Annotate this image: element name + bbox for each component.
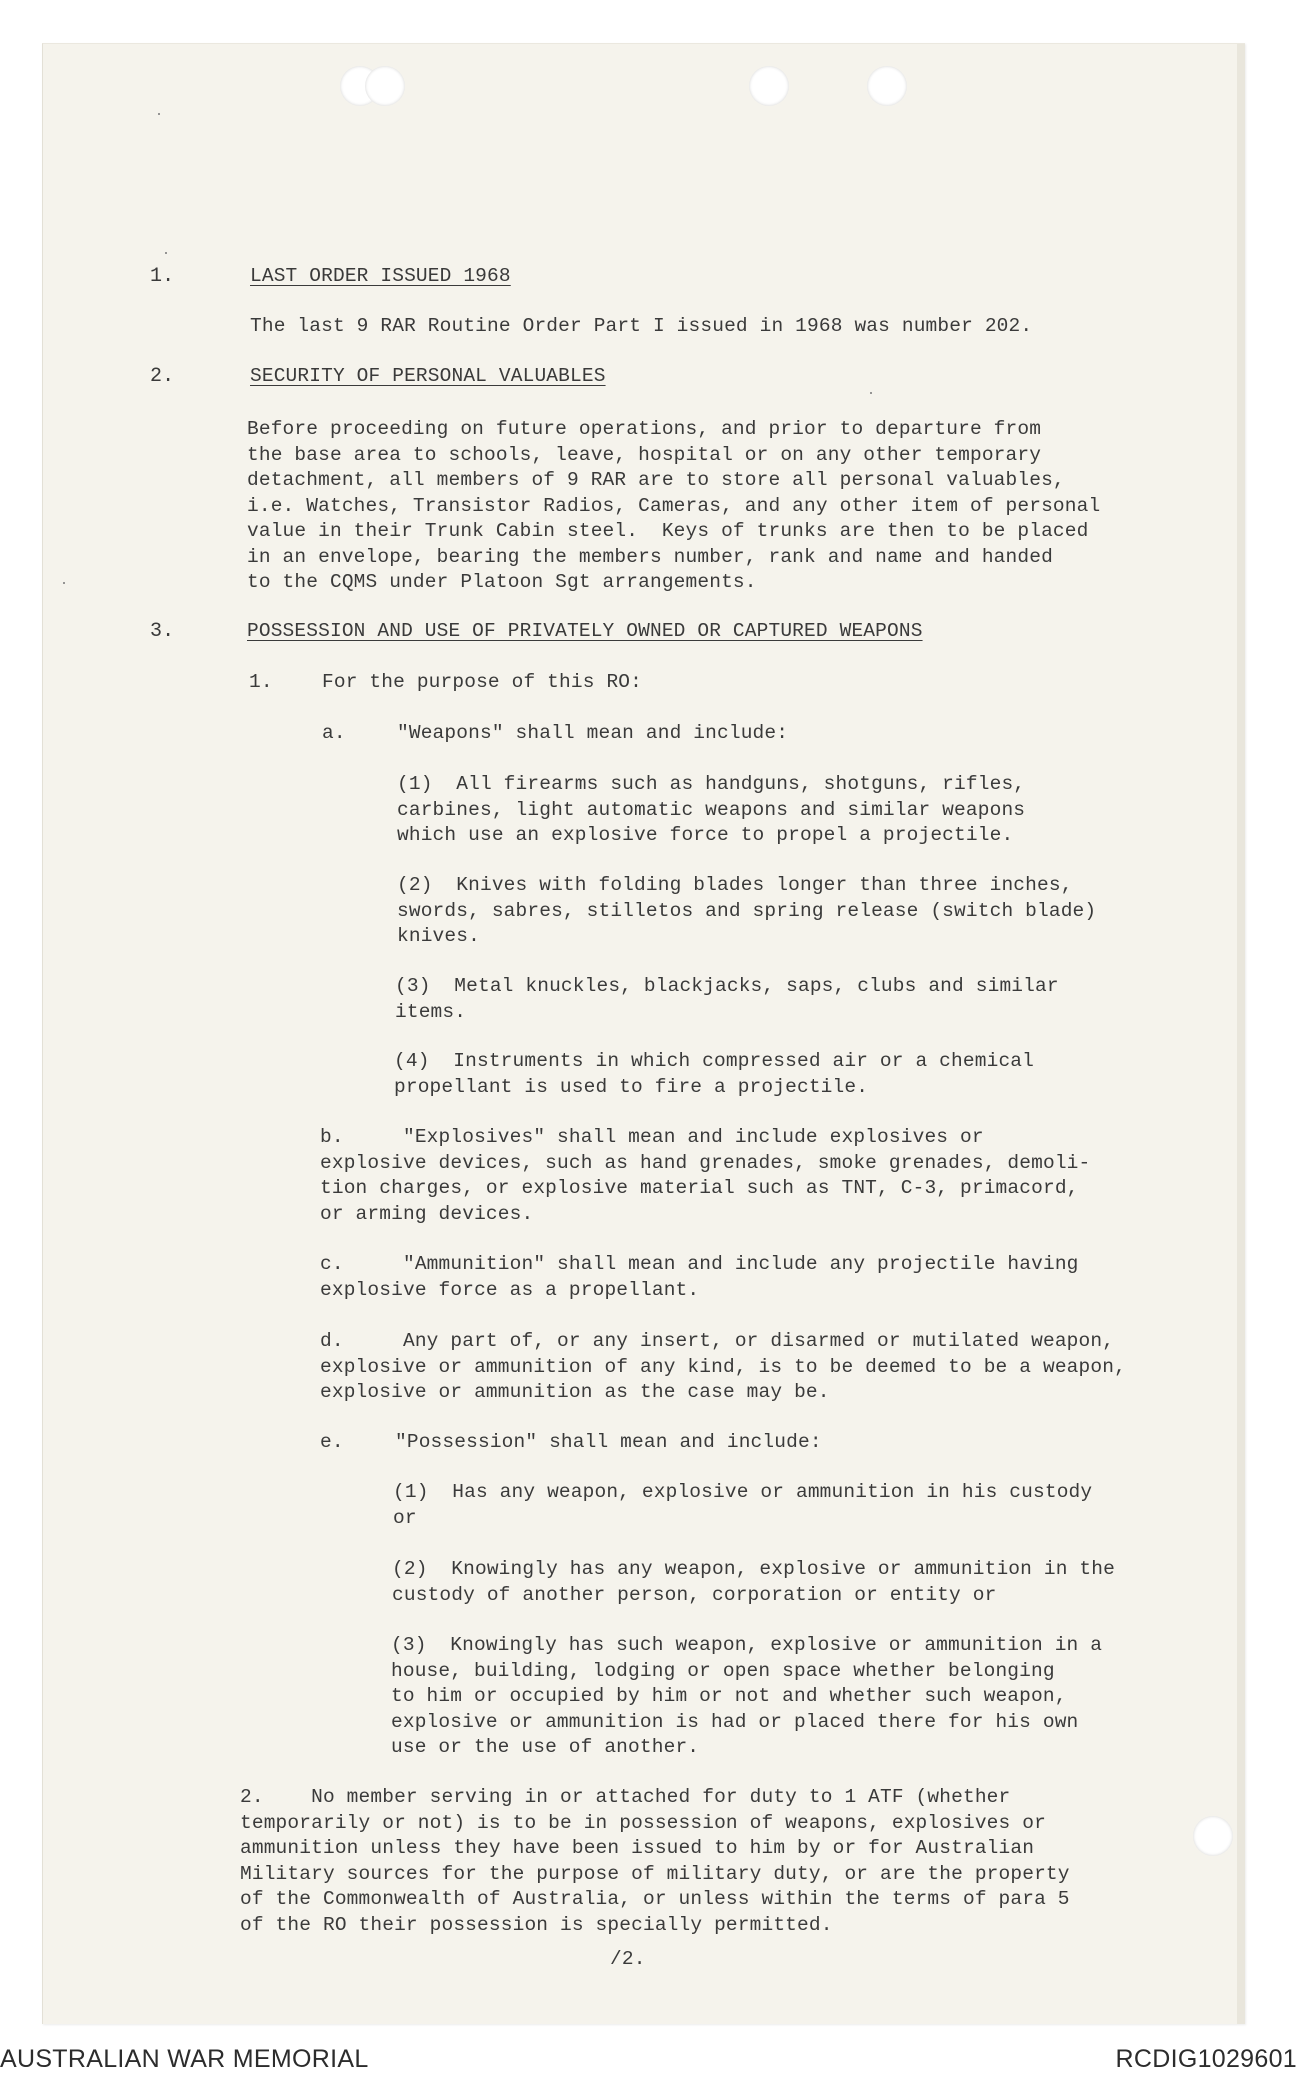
paper-speck	[870, 392, 872, 394]
paper-speck	[165, 252, 167, 254]
sub-e-text: "Possession" shall mean and include:	[395, 1431, 822, 1453]
page-fold-shadow	[1237, 44, 1245, 2024]
weapons-item-2: (2) Knives with folding blades longer than three inches, swords, sabres, stilletos and spring release (switch blade) knives.	[397, 874, 1097, 947]
sub-d-parts: d. Any part of, or any insert, or disarmed or mutilated weapon, explosive or ammunition of any kind, is to be deemed to be a weapon, explosive or ammunition as the case may be.	[320, 1330, 1126, 1403]
punch-hole	[1193, 1816, 1233, 1856]
paper-speck	[63, 582, 65, 584]
possession-item-3: (3) Knowingly has such weapon, explosive or ammunition in a house, building, lodging or open space whether belonging to him or occupied by him or not and whether such weapon, explosive or ammunition is had or placed there for his own use or the use of another.	[391, 1634, 1103, 1758]
section-1-number: 1.	[150, 265, 175, 288]
footer-archive-name: AUSTRALIAN WAR MEMORIAL	[0, 2045, 369, 2073]
para-1-number: 1.	[249, 671, 273, 693]
weapons-item-1: (1) All firearms such as handguns, shotguns, rifles, carbines, light automatic weapons and similar weapons which use an explosive force to propel a projectile.	[397, 773, 1026, 846]
punch-hole	[867, 66, 907, 106]
possession-item-2: (2) Knowingly has any weapon, explosive or ammunition in the custody of another person, corporation or entity or	[392, 1558, 1115, 1606]
sub-a-label: a.	[322, 722, 346, 744]
sub-b-explosives: b. "Explosives" shall mean and include explosives or explosive devices, such as hand grenades, smoke grenades, demoli- tion charges, or explosive material such as TNT, C-3, primacord, or arming devices.	[320, 1126, 1091, 1225]
sub-e-label: e.	[320, 1431, 344, 1453]
section-3-heading: POSSESSION AND USE OF PRIVATELY OWNED OR CAPTURED WEAPONS	[247, 620, 923, 642]
punch-hole	[365, 66, 405, 106]
section-3-number: 3.	[150, 620, 175, 643]
sub-c-ammunition: c. "Ammunition" shall mean and include any projectile having explosive force as a propellant.	[320, 1253, 1079, 1301]
section-1-heading: LAST ORDER ISSUED 1968	[250, 265, 511, 287]
para-1-text: For the purpose of this RO:	[322, 671, 643, 693]
section-2-body: Before proceeding on future operations, and prior to departure from the base area to schools, leave, hospital or on any other temporary detachment, all members of 9 RAR are to store all personal valuables, i.e. Watches, Transistor Radios, Cameras, and any other item of personal value in their Trunk Cabin steel. Keys of trunks are then to be placed in an envelope, bearing the members number, rank and name and handed to the CQMS under Platoon Sgt arrangements.	[247, 418, 1101, 593]
para-2-text: 2. No member serving in or attached for duty to 1 ATF (whether temporarily or not) is to be in possession of weapons, explosives or ammunition unless they have been issued to him by or for Australian Military sources for the purpose of military duty, or are the property of the Commonwealth of Australia, or unless within the terms of para 5 of the RO their possession is specially permitted.	[240, 1786, 1070, 1936]
punch-hole	[749, 66, 789, 106]
footer-record-id: RCDIG1029601	[1115, 2045, 1297, 2073]
section-2-heading: SECURITY OF PERSONAL VALUABLES	[250, 365, 606, 387]
section-2-number: 2.	[150, 365, 175, 388]
weapons-item-4: (4) Instruments in which compressed air or a chemical propellant is used to fire a projectile.	[394, 1050, 1035, 1098]
sub-a-text: "Weapons" shall mean and include:	[397, 722, 789, 744]
paper-speck	[158, 113, 160, 115]
section-1-body: The last 9 RAR Routine Order Part I issued in 1968 was number 202.	[250, 315, 1033, 337]
page-continuation: /2.	[610, 1948, 646, 1970]
weapons-item-3: (3) Metal knuckles, blackjacks, saps, clubs and similar items.	[395, 975, 1059, 1023]
possession-item-1: (1) Has any weapon, explosive or ammunition in his custody or	[393, 1481, 1093, 1529]
